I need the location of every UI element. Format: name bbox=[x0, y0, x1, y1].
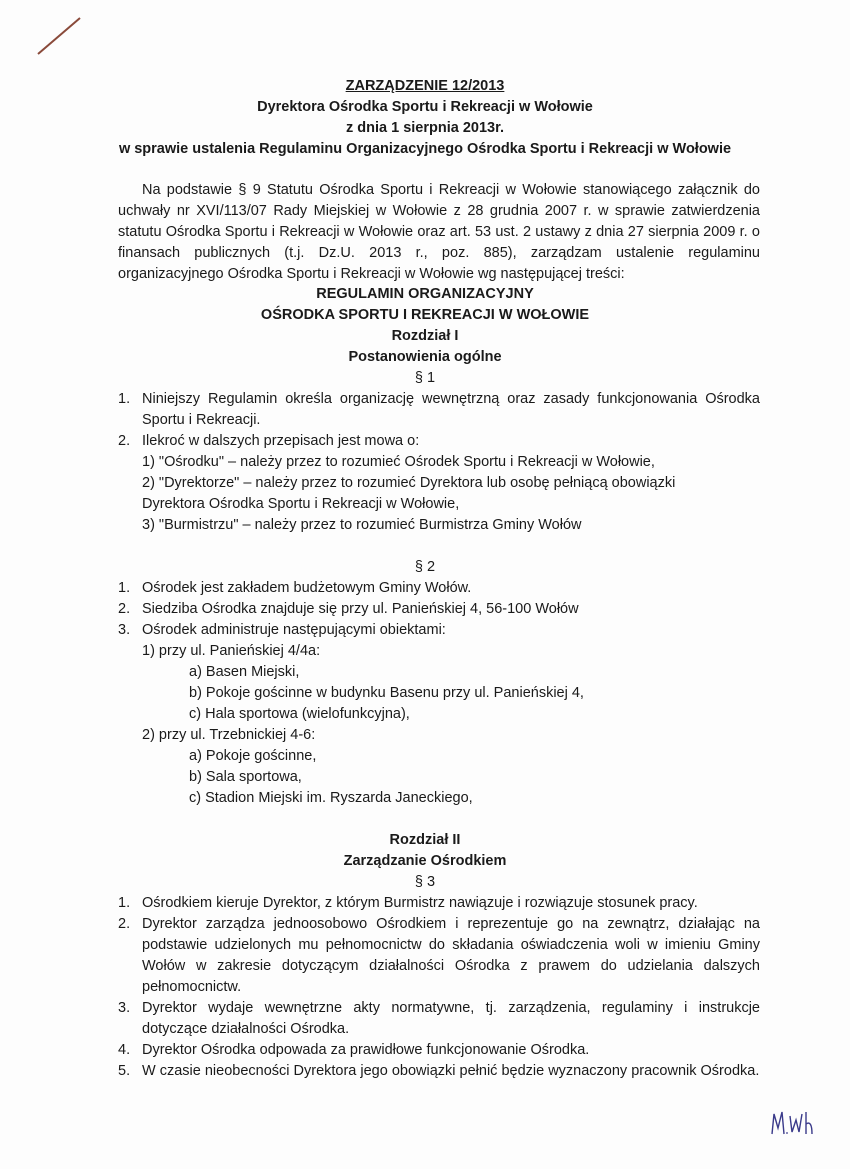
decree-header bbox=[0, 76, 850, 160]
chapter-1-subheading: Postanowienia ogólne bbox=[348, 349, 502, 365]
item-number: 4. bbox=[118, 1042, 131, 1058]
item-text: Dyrektor wydaje wewnętrzne akty normatywne, tj. zarządzenia, regulaminy i instrukcje dotyczące działalności Ośrodka. bbox=[142, 1000, 760, 1037]
chapter-2-heading: Rozdział II bbox=[389, 832, 461, 848]
item-text: Ośrodek jest zakładem budżetowym Gminy Wołów. bbox=[142, 580, 472, 596]
item-number: 1. bbox=[118, 580, 131, 596]
item-text: Niniejszy Regulamin określa organizację wewnętrzną oraz zasady funkcjonowania Ośrodka Sportu i Rekreacji. bbox=[142, 391, 760, 428]
paragraph-1-sign: § 1 bbox=[414, 370, 436, 386]
item-number: 3. bbox=[118, 1000, 131, 1016]
location-group: 1) przy ul. Panieńskiej 4/4a: bbox=[142, 643, 321, 659]
list-item bbox=[118, 389, 760, 431]
regulation-subtitle: OŚRODKA SPORTU I REKREACJI W WOŁOWIE bbox=[260, 307, 590, 323]
list-item bbox=[118, 1061, 760, 1082]
list-item bbox=[118, 620, 760, 641]
regulation-title: REGULAMIN ORGANIZACYJNY bbox=[316, 286, 534, 302]
paragraph-2-sign: § 2 bbox=[414, 559, 436, 575]
item-text: Ośrodkiem kieruje Dyrektor, z którym Burmistrz nawiązuje i rozwiązuje stosunek pracy. bbox=[142, 895, 698, 911]
intro-paragraph: Na podstawie § 9 Statutu Ośrodka Sportu i Rekreacji w Wołowie stanowiącego załącznik do uchwały nr XVI/113/07 Rady Miejskiej w Wołowie z 28 grudnia 2007 r. w sprawie zatwierdzenia statutu Ośrodka Sportu i Rekreacji w Wołowie oraz art. 53 ust. 2 ustawy z dnia 27 sierpnia 2009 r. o finansach publicznych (t.j. Dz.U. 2013 r., poz. 885), zarządzam ustalenie regulaminu organizacyjnego Ośrodka Sportu i Rekreacji w Wołowie wg następującej treści: bbox=[118, 182, 760, 282]
list-item bbox=[118, 431, 760, 452]
facility-item: a) Basen Miejski, bbox=[189, 664, 300, 680]
item-text: Ilekroć w dalszych przepisach jest mowa o: bbox=[142, 433, 420, 449]
definition-item: Dyrektora Ośrodka Sportu i Rekreacji w Wołowie, bbox=[142, 496, 460, 512]
item-number: 2. bbox=[118, 601, 131, 617]
facility-item: b) Pokoje gościnne w budynku Basenu przy ul. Panieńskiej 4, bbox=[189, 685, 584, 701]
handwritten-initials bbox=[768, 1106, 816, 1140]
decree-issuer: Dyrektora Ośrodka Sportu i Rekreacji w Wołowie bbox=[257, 99, 593, 115]
decree-number: ZARZĄDZENIE 12/2013 bbox=[345, 78, 505, 94]
facility-item: b) Sala sportowa, bbox=[189, 769, 302, 785]
item-text: W czasie nieobecności Dyrektora jego obowiązki pełnić będzie wyznaczony pracownik Ośrodka. bbox=[142, 1063, 760, 1079]
chapter-2-subheading: Zarządzanie Ośrodkiem bbox=[343, 853, 507, 869]
item-text: Siedziba Ośrodka znajduje się przy ul. Panieńskiej 4, 56-100 Wołów bbox=[142, 601, 579, 617]
facility-item: c) Stadion Miejski im. Ryszarda Janeckiego, bbox=[189, 790, 473, 806]
item-number: 1. bbox=[118, 391, 131, 407]
pen-stroke-mark bbox=[36, 16, 82, 56]
facility-item: a) Pokoje gościnne, bbox=[189, 748, 317, 764]
item-number: 3. bbox=[118, 622, 131, 638]
chapter-1-heading: Rozdział I bbox=[391, 328, 459, 344]
facility-item: c) Hala sportowa (wielofunkcyjna), bbox=[189, 706, 410, 722]
list-item bbox=[118, 1040, 760, 1061]
list-item bbox=[118, 914, 760, 998]
list-item bbox=[118, 893, 760, 914]
list-item bbox=[118, 998, 760, 1040]
item-text: Ośrodek administruje następującymi obiektami: bbox=[142, 622, 446, 638]
paragraph-3-sign: § 3 bbox=[414, 874, 436, 890]
list-item bbox=[118, 578, 760, 599]
definition-item: 3) "Burmistrzu" – należy przez to rozumieć Burmistrza Gminy Wołów bbox=[142, 517, 582, 533]
decree-subject: w sprawie ustalenia Regulaminu Organizacyjnego Ośrodka Sportu i Rekreacji w Wołowie bbox=[118, 141, 732, 157]
list-item bbox=[118, 599, 760, 620]
item-number: 5. bbox=[118, 1063, 131, 1079]
item-text: Dyrektor Ośrodka odpowada za prawidłowe funkcjonowanie Ośrodka. bbox=[142, 1042, 590, 1058]
location-group: 2) przy ul. Trzebnickiej 4-6: bbox=[142, 727, 316, 743]
definition-item: 1) "Ośrodku" – należy przez to rozumieć Ośrodek Sportu i Rekreacji w Wołowie, bbox=[142, 454, 655, 470]
item-number: 2. bbox=[118, 916, 131, 932]
item-text: Dyrektor zarządza jednoosobowo Ośrodkiem i reprezentuje go na zewnątrz, działając na podstawie udzielonych mu pełnomocnictw do składania oświadczenia woli w imieniu Gminy Wołów w zakresie dotyczącym działalności Ośrodka z prawem do udzielania dalszych pełnomocnictw. bbox=[142, 916, 760, 995]
decree-date: z dnia 1 sierpnia 2013r. bbox=[346, 120, 504, 136]
definition-item: 2) "Dyrektorze" – należy przez to rozumieć Dyrektora lub osobę pełniącą obowiązki bbox=[142, 475, 676, 491]
item-number: 1. bbox=[118, 895, 131, 911]
item-number: 2. bbox=[118, 433, 131, 449]
